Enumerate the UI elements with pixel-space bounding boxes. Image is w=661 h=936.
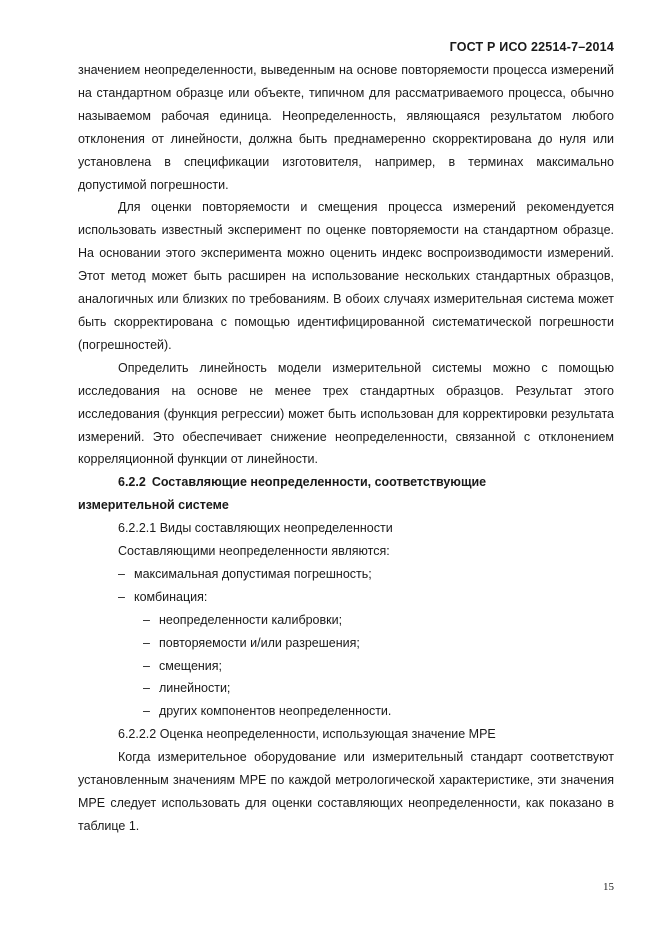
sub-list-item: [78, 655, 614, 678]
paragraph-mpe: Когда измерительное оборудование или измерительный стандарт соответствуют установленным значениям MPE по каждой метрологической характеристике, эти значения MPE следует использовать для оценки составляющих неопределенности, как показано в таблице 1.: [78, 750, 614, 833]
list-item-text: максимальная допустимая погрешность;: [134, 566, 372, 581]
sub-list-item-text: смещения;: [159, 658, 223, 673]
list-item: [78, 563, 614, 586]
subsection-title-6-2-2-2: 6.2.2.2 Оценка неопределенности, использующая значение MPE: [118, 727, 496, 742]
list-item-text: комбинация:: [134, 589, 208, 604]
sub-list-item: [78, 700, 614, 723]
dash-bullet: –: [143, 704, 150, 719]
page-number: 15: [603, 881, 614, 893]
dash-bullet: –: [118, 566, 125, 581]
list-item: [78, 586, 614, 609]
paragraph-linearity: Определить линейность модели измерительной системы можно с помощью исследования на основе не менее трех стандартных образцов. Результат этого исследования (функция регрессии) может быть использован для корректировки результата измерений. Это обеспечивает снижение неопределенности, связанной с отклонением корреляционной функции от линейности.: [78, 360, 614, 467]
section-heading-6-2-2: [78, 471, 614, 494]
sub-list-item: [78, 677, 614, 700]
sub-list-item-text: линейности;: [159, 681, 231, 696]
sub-list-item: [78, 632, 614, 655]
sub-list-item: [78, 609, 614, 632]
page-content: [78, 59, 614, 838]
section-heading-6-2-2-cont: измерительной системе: [78, 498, 229, 513]
paragraph-continuation: значением неопределенности, выведенным на основе повторяемости процесса измерений на стандартном образце или объекте, типичном для рассматриваемого процесса, обычно называемом рабочая единица. Неопределенность, являющаяся результатом любого отклонения от линейности, должна быть преднамеренно скорректирована до нуля или установлена в спецификации изготовителя, например, в терминах максимально допустимой погрешности.: [78, 63, 614, 192]
sub-list-item-text: неопределенности калибровки;: [159, 612, 343, 627]
dash-bullet: –: [143, 681, 150, 696]
list-intro: Составляющими неопределенности являются:: [118, 544, 390, 559]
dash-bullet: –: [143, 612, 150, 627]
paragraph-repeatability: Для оценки повторяемости и смещения процесса измерений рекомендуется использовать известный эксперимент по оценке повторяемости на стандартном образце. На основании этого эксперимента можно оценить индекс воспроизводимости измерений. Этот метод может быть расширен на использование нескольких стандартных образцов, аналогичных или близких по требованиям. В обоих случаях измерительная система может быть скорректирована с помощью идентифицированной систематической погрешности (погрешностей).: [78, 200, 614, 352]
sub-list-item-text: других компонентов неопределенности.: [159, 704, 392, 719]
document-header: ГОСТ Р ИСО 22514-7–2014: [449, 40, 614, 54]
dash-bullet: –: [143, 635, 150, 650]
section-title-line1: Составляющие неопределенности, соответствующие: [151, 475, 487, 490]
subsection-title-6-2-2-1: 6.2.2.1 Виды составляющих неопределенности: [118, 521, 393, 536]
sub-list-item-text: повторяемости и/или разрешения;: [159, 635, 360, 650]
dash-bullet: –: [143, 658, 150, 673]
dash-bullet: –: [118, 589, 125, 604]
section-number: 6.2.2: [118, 475, 146, 490]
